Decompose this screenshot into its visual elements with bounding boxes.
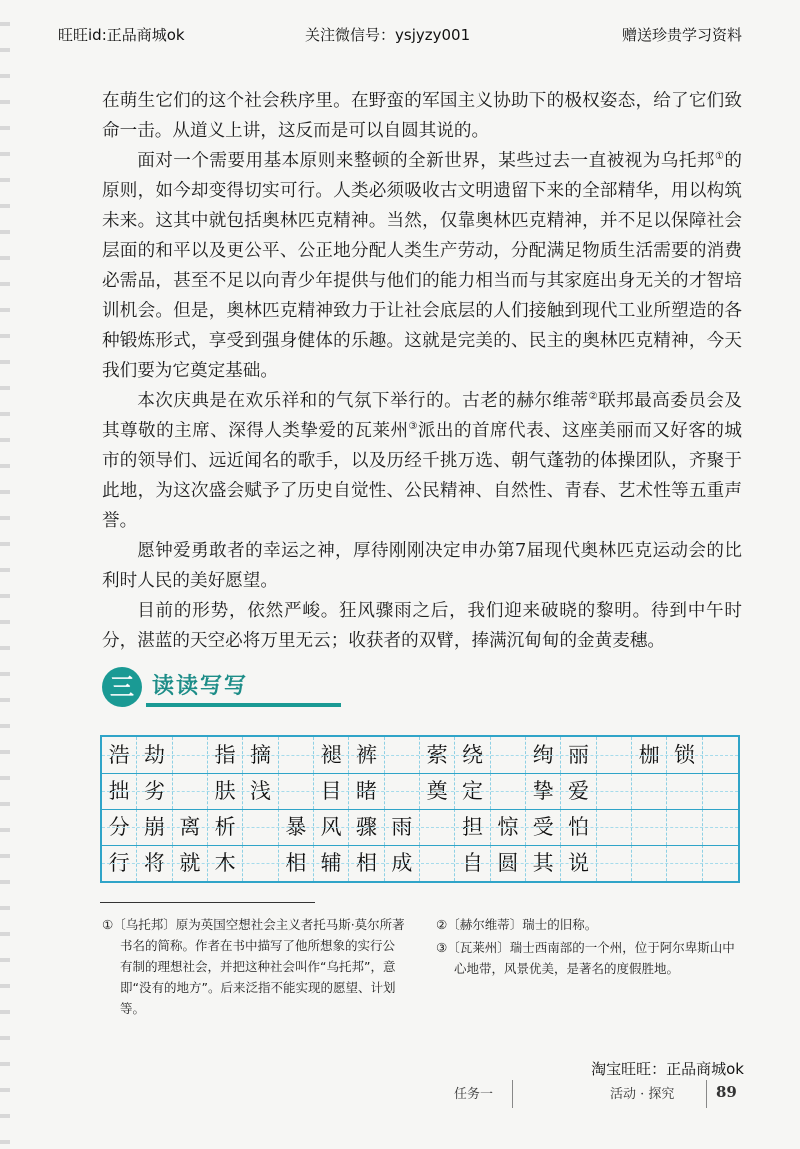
- grid-cell: 其: [526, 845, 561, 881]
- footnote: ②〔赫尔维蒂〕瑞士的旧称。: [436, 917, 598, 932]
- grid-midline: [102, 863, 738, 864]
- grid-cell: 丽: [561, 737, 596, 773]
- paragraph: 在萌生它们的这个社会秩序里。在野蛮的军国主义协助下的极权姿态，给了它们致命一击。从道义上讲，这反而是可以自圆其说的。: [102, 91, 742, 141]
- grid-cell: 奠: [420, 773, 455, 809]
- grid-cell: 雨: [385, 809, 420, 845]
- footnote-divider: [100, 902, 315, 903]
- section-heading: [100, 667, 400, 707]
- grid-cell: 暴: [279, 809, 314, 845]
- grid-row-line: [102, 773, 738, 774]
- footer-task: 任务一: [454, 1087, 494, 1102]
- grid-cell: 爱: [561, 773, 596, 809]
- watermark-center: 关注微信号：ysjyzy001: [305, 26, 471, 44]
- grid-cell: 浩: [102, 737, 137, 773]
- grid-cell: 肤: [208, 773, 243, 809]
- grid-cell: 相: [279, 845, 314, 881]
- grid-cell: 相: [349, 845, 384, 881]
- grid-cell: 木: [208, 845, 243, 881]
- paragraph: 愿钟爱勇敢者的幸运之神，厚待刚刚决定申办第7届现代奥林匹克运动会的比利时人民的美好愿望。: [102, 541, 742, 591]
- grid-cell: 指: [208, 737, 243, 773]
- paragraph: [102, 386, 742, 536]
- footer-separator: [512, 1080, 513, 1108]
- practice-grid: [100, 735, 740, 883]
- grid-cell: 离: [173, 809, 208, 845]
- grid-cell: 怕: [561, 809, 596, 845]
- grid-row-line: [102, 809, 738, 810]
- grid-cell: 浅: [243, 773, 278, 809]
- paragraph-text: 联邦最高委员会及其尊敬的主席、深得人类挚爱的瓦莱州: [102, 391, 742, 441]
- grid-cell: 成: [385, 845, 420, 881]
- footer-separator: [706, 1080, 707, 1108]
- paragraph-text: 的原则，如今却变得切实可行。人类必须吸收古文明遗留下来的全部精华，用以构筑未来。这其中就包括奥林匹克精神。当然，仅靠奥林匹克精神，并不足以保障社会层面的和平以及更公平、公正地分配人类生产劳动，分配满足物质生活需要的消费必需品，甚至不足以向青少年提供与他们的能力相当而与其家庭出身无关的才智培训机会。但是，奥林匹克精神致力于让社会底层的人们接触到现代工业所塑造的各种锻炼形式，享受到强身健体的乐趣。这就是完美的、民主的奥林匹克精神，今天我们要为它奠定基础。: [102, 151, 742, 381]
- watermark-right: 赠送珍贵学习资料: [621, 26, 742, 44]
- grid-cell: 圆: [491, 845, 526, 881]
- grid-cell: 分: [102, 809, 137, 845]
- grid-cell: 褪: [314, 737, 349, 773]
- grid-cell: 崩: [137, 809, 172, 845]
- section-number-badge: 三: [102, 667, 142, 707]
- grid-cell: 挚: [526, 773, 561, 809]
- grid-cell: 担: [455, 809, 490, 845]
- grid-row-line: [102, 845, 738, 846]
- footnotes-right: [436, 914, 742, 981]
- grid-cell: 将: [137, 845, 172, 881]
- footnote: ③〔瓦莱州〕瑞士西南部的一个州，位于阿尔卑斯山中心地带，风景优美，是著名的度假胜地。: [436, 940, 735, 976]
- grid-cell: 析: [208, 809, 243, 845]
- grid-cell: 锁: [667, 737, 702, 773]
- footnote-marker[interactable]: ①: [714, 151, 725, 163]
- paragraph-text: 派出的首席代表、这座美丽而又好客的城市的领导们、远近闻名的歌手，以及历经千挑万选、朝气蓬勃的体操团队，齐聚于此地，为这次盛会赋予了历史自觉性、公民精神、自然性、青春、艺术性等五重声誉。: [102, 421, 742, 531]
- grid-midline: [102, 791, 738, 792]
- body-text: [102, 86, 742, 656]
- paragraph-text: 面对一个需要用基本原则来整顿的全新世界，某些过去一直被视为乌托邦: [137, 151, 715, 171]
- grid-cell: 骤: [349, 809, 384, 845]
- section-title: 读读写写: [152, 674, 249, 699]
- footnote-marker[interactable]: ②: [588, 391, 599, 403]
- grid-cell: 行: [102, 845, 137, 881]
- grid-cell: 枷: [632, 737, 667, 773]
- grid-cell: 绕: [455, 737, 490, 773]
- footnotes-left: [102, 914, 406, 1021]
- footnote-marker[interactable]: ③: [408, 421, 418, 433]
- section-underline: [146, 703, 341, 707]
- page-number: 89: [716, 1083, 737, 1101]
- grid-cell: 裤: [349, 737, 384, 773]
- grid-midline: [102, 827, 738, 828]
- grid-cell: 睹: [349, 773, 384, 809]
- binding-holes: [0, 0, 10, 1149]
- grid-cell: 目: [314, 773, 349, 809]
- paragraph: 目前的形势，依然严峻。狂风骤雨之后，我们迎来破晓的黎明。待到中午时分，湛蓝的天空必将万里无云；收获者的双臂，捧满沉甸甸的金黄麦穗。: [102, 601, 742, 651]
- watermark-left: 旺旺id:正品商城ok: [58, 26, 185, 44]
- shop-label: 淘宝旺旺：正品商城ok: [591, 1060, 744, 1078]
- paragraph: [102, 146, 742, 386]
- grid-cell: 惊: [491, 809, 526, 845]
- grid-cell: 就: [173, 845, 208, 881]
- grid-cell: 风: [314, 809, 349, 845]
- footer-activity: 活动 · 探究: [610, 1087, 675, 1102]
- grid-cell: 拙: [102, 773, 137, 809]
- footnote: ①〔乌托邦〕原为英国空想社会主义者托马斯·莫尔所著书名的简称。作者在书中描写了他所想象的实行公有制的理想社会，并把这种社会叫作“乌托邦”，意即“没有的地方”。后来泛指不能实现的愿望、计划等。: [102, 917, 405, 1016]
- grid-cell: 摘: [243, 737, 278, 773]
- grid-cell: 自: [455, 845, 490, 881]
- grid-cell: 说: [561, 845, 596, 881]
- grid-cell: 受: [526, 809, 561, 845]
- grid-cell: 定: [455, 773, 490, 809]
- grid-cell: 绚: [526, 737, 561, 773]
- grid-cell: 萦: [420, 737, 455, 773]
- grid-cell: 劫: [137, 737, 172, 773]
- grid-midline: [102, 755, 738, 756]
- paragraph-text: 本次庆典是在欢乐祥和的气氛下举行的。古老的赫尔维蒂: [137, 391, 589, 411]
- grid-cell: 辅: [314, 845, 349, 881]
- grid-cell: 劣: [137, 773, 172, 809]
